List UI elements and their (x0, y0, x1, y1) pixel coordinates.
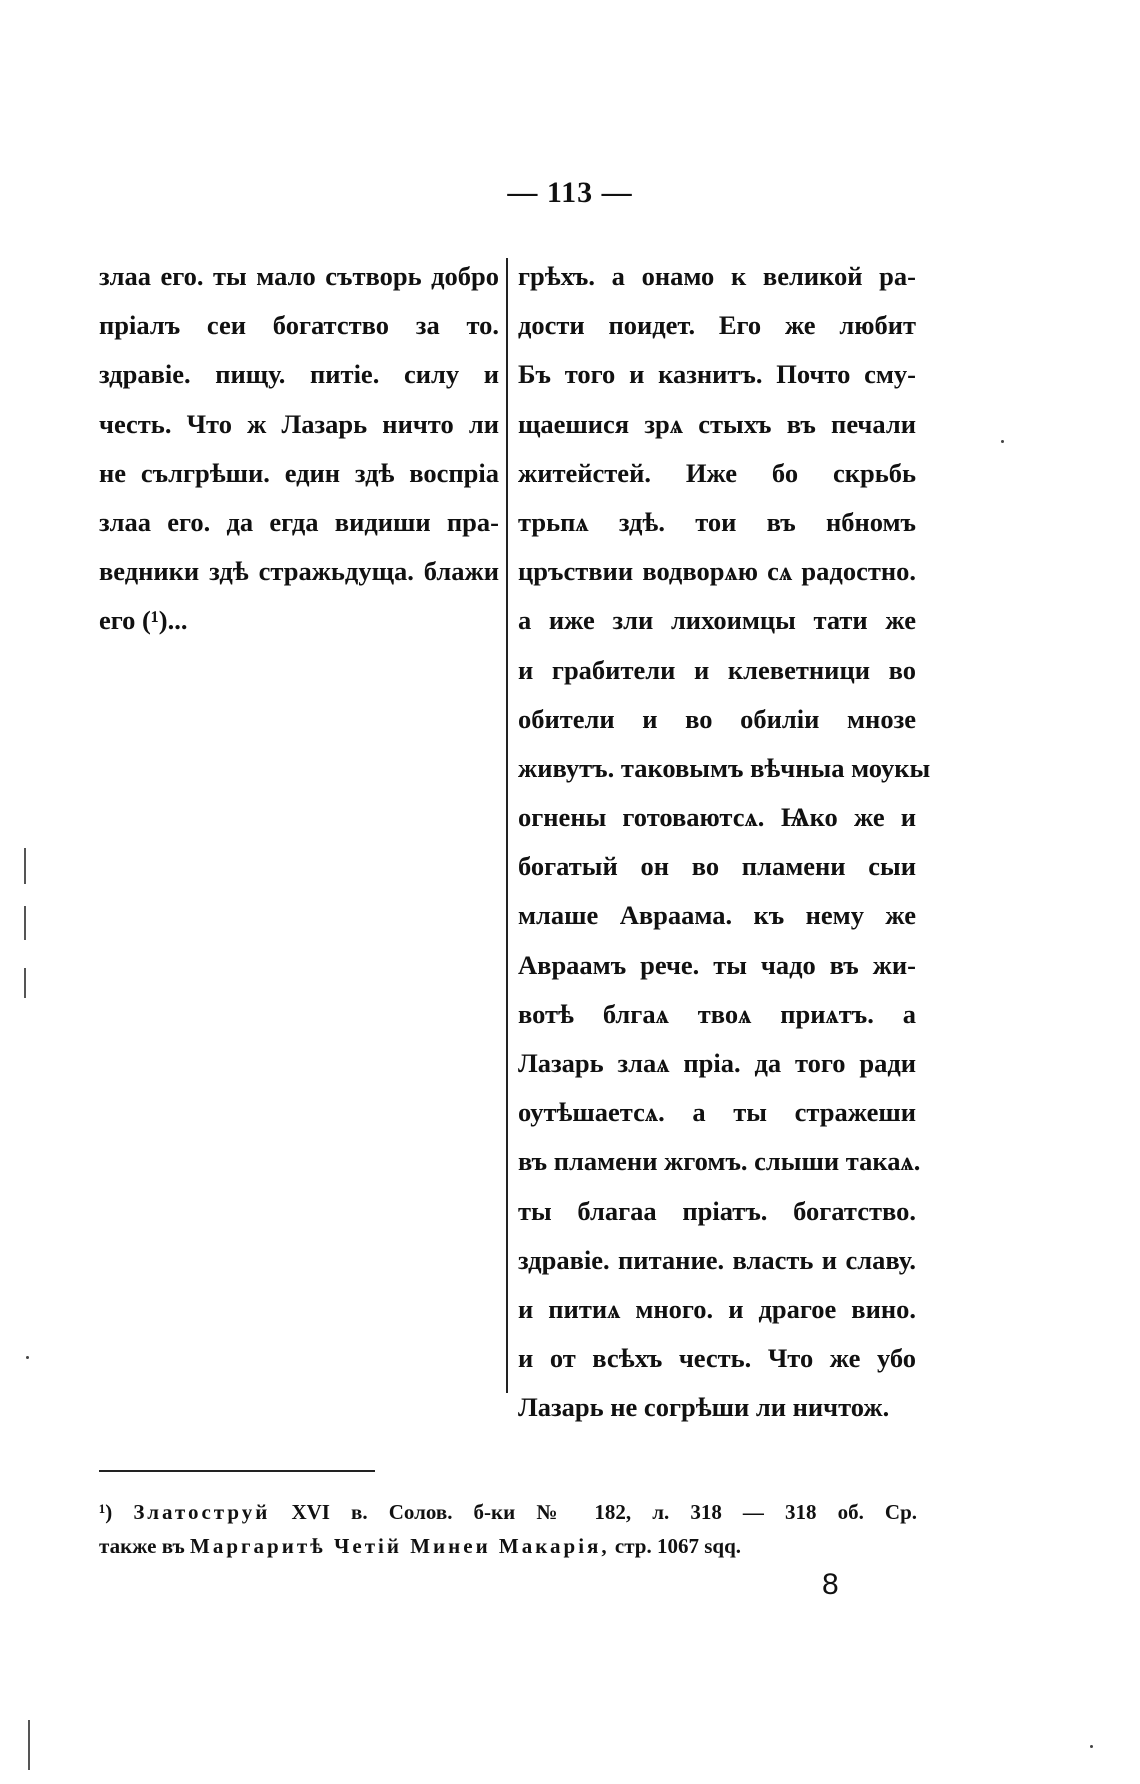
text-line: и грабители и клеветници во (518, 654, 916, 685)
text-line: обители и во обиліи мнозе (518, 703, 916, 734)
signature-mark: 8 (822, 1568, 839, 1601)
text-line: его (¹)... (99, 605, 188, 636)
footnote (99, 1495, 917, 1563)
footnote-rule (99, 1470, 375, 1472)
text-line: Лазарь не согрѣши ли ничтож. (518, 1392, 890, 1423)
column-divider (506, 258, 508, 1393)
text-line: Лазарь злаѧ пріа. да того ради (518, 1048, 916, 1078)
text-line: богатый он во пламени сыи (518, 851, 916, 882)
footnote-prefix: также въ (99, 1534, 185, 1558)
footnote-source2-title: Маргаритѣ Четій Минеи Макарія, (190, 1534, 610, 1558)
margin-tick (24, 906, 26, 940)
footnote-source-title: Златоструй (133, 1500, 271, 1524)
text-line: и от всѣхъ честь. Что же убо (518, 1343, 916, 1374)
text-line: млаше Авраама. къ нему же (518, 900, 916, 931)
text-line: вотѣ блгаѧ твоѧ приѧтъ. а (518, 998, 916, 1029)
text-line: грѣхъ. а онамо к великой ра- (518, 261, 916, 291)
scan-speck (1090, 1745, 1093, 1748)
text-line: злаа его. да егда видиши пра- (99, 506, 499, 537)
margin-tick (28, 1720, 30, 1770)
footnote-line (99, 1495, 917, 1529)
text-line: житейстей. Иже бо скрьбь (518, 457, 916, 488)
text-line: и питиѧ много. и драгое вино. (518, 1293, 916, 1324)
text-line: здравіе. пищу. питіе. силу и (99, 359, 499, 390)
text-line: огнены готоваютсѧ. Ѩко же и (518, 802, 916, 833)
scan-speck (26, 1356, 29, 1359)
text-line: Авраамъ рече. ты чадо въ жи- (518, 949, 916, 980)
text-line: злаа его. ты мало сътворь добро (99, 261, 499, 291)
page-number: — 113 — (507, 176, 633, 209)
scan-speck (1001, 440, 1004, 443)
text-line: оутѣшаетсѧ. а ты стражеши (518, 1097, 916, 1128)
text-line: живутъ. таковымъ вѣчныа моукы (518, 752, 931, 783)
footnote-line (99, 1529, 917, 1563)
text-line: въ пламени жгомъ. слыши такаѧ. (518, 1146, 921, 1177)
text-line: не сългрѣши. един здѣ воспріа (99, 457, 499, 488)
text-line: Бъ того и казнитъ. Почто сму- (518, 359, 916, 390)
text-line: здравіе. питание. власть и славу. (518, 1244, 916, 1275)
footnote-citation-2: стр. 1067 sqq. (614, 1534, 742, 1558)
text-line: пріалъ сеи богатство за то. (99, 310, 499, 341)
text-line: трьпѧ здѣ. тои въ нбномъ (518, 506, 916, 537)
text-line: ведники здѣ стражьдуща. блажи (99, 556, 499, 587)
text-line: честь. Что ж Лазарь ничто ли (99, 408, 499, 439)
margin-tick (24, 968, 26, 998)
text-line: ты благаа пріатъ. богатство. (518, 1195, 916, 1226)
text-line: дости поидет. Его же любит (518, 310, 916, 341)
right-text-column (518, 252, 931, 1433)
margin-tick (24, 848, 26, 884)
footnote-citation: XVI в. Солов. б-ки № 182, л. 318 — 318 об. Ср. (291, 1500, 918, 1524)
text-line: щаешися зрѧ стыхъ въ печали (518, 408, 916, 439)
text-line: а иже зли лихоимцы тати же (518, 605, 916, 636)
text-line: цръствии водворѧю сѧ радостно. (518, 556, 916, 587)
left-text-column (99, 252, 499, 646)
footnote-marker: ¹) (99, 1500, 113, 1524)
